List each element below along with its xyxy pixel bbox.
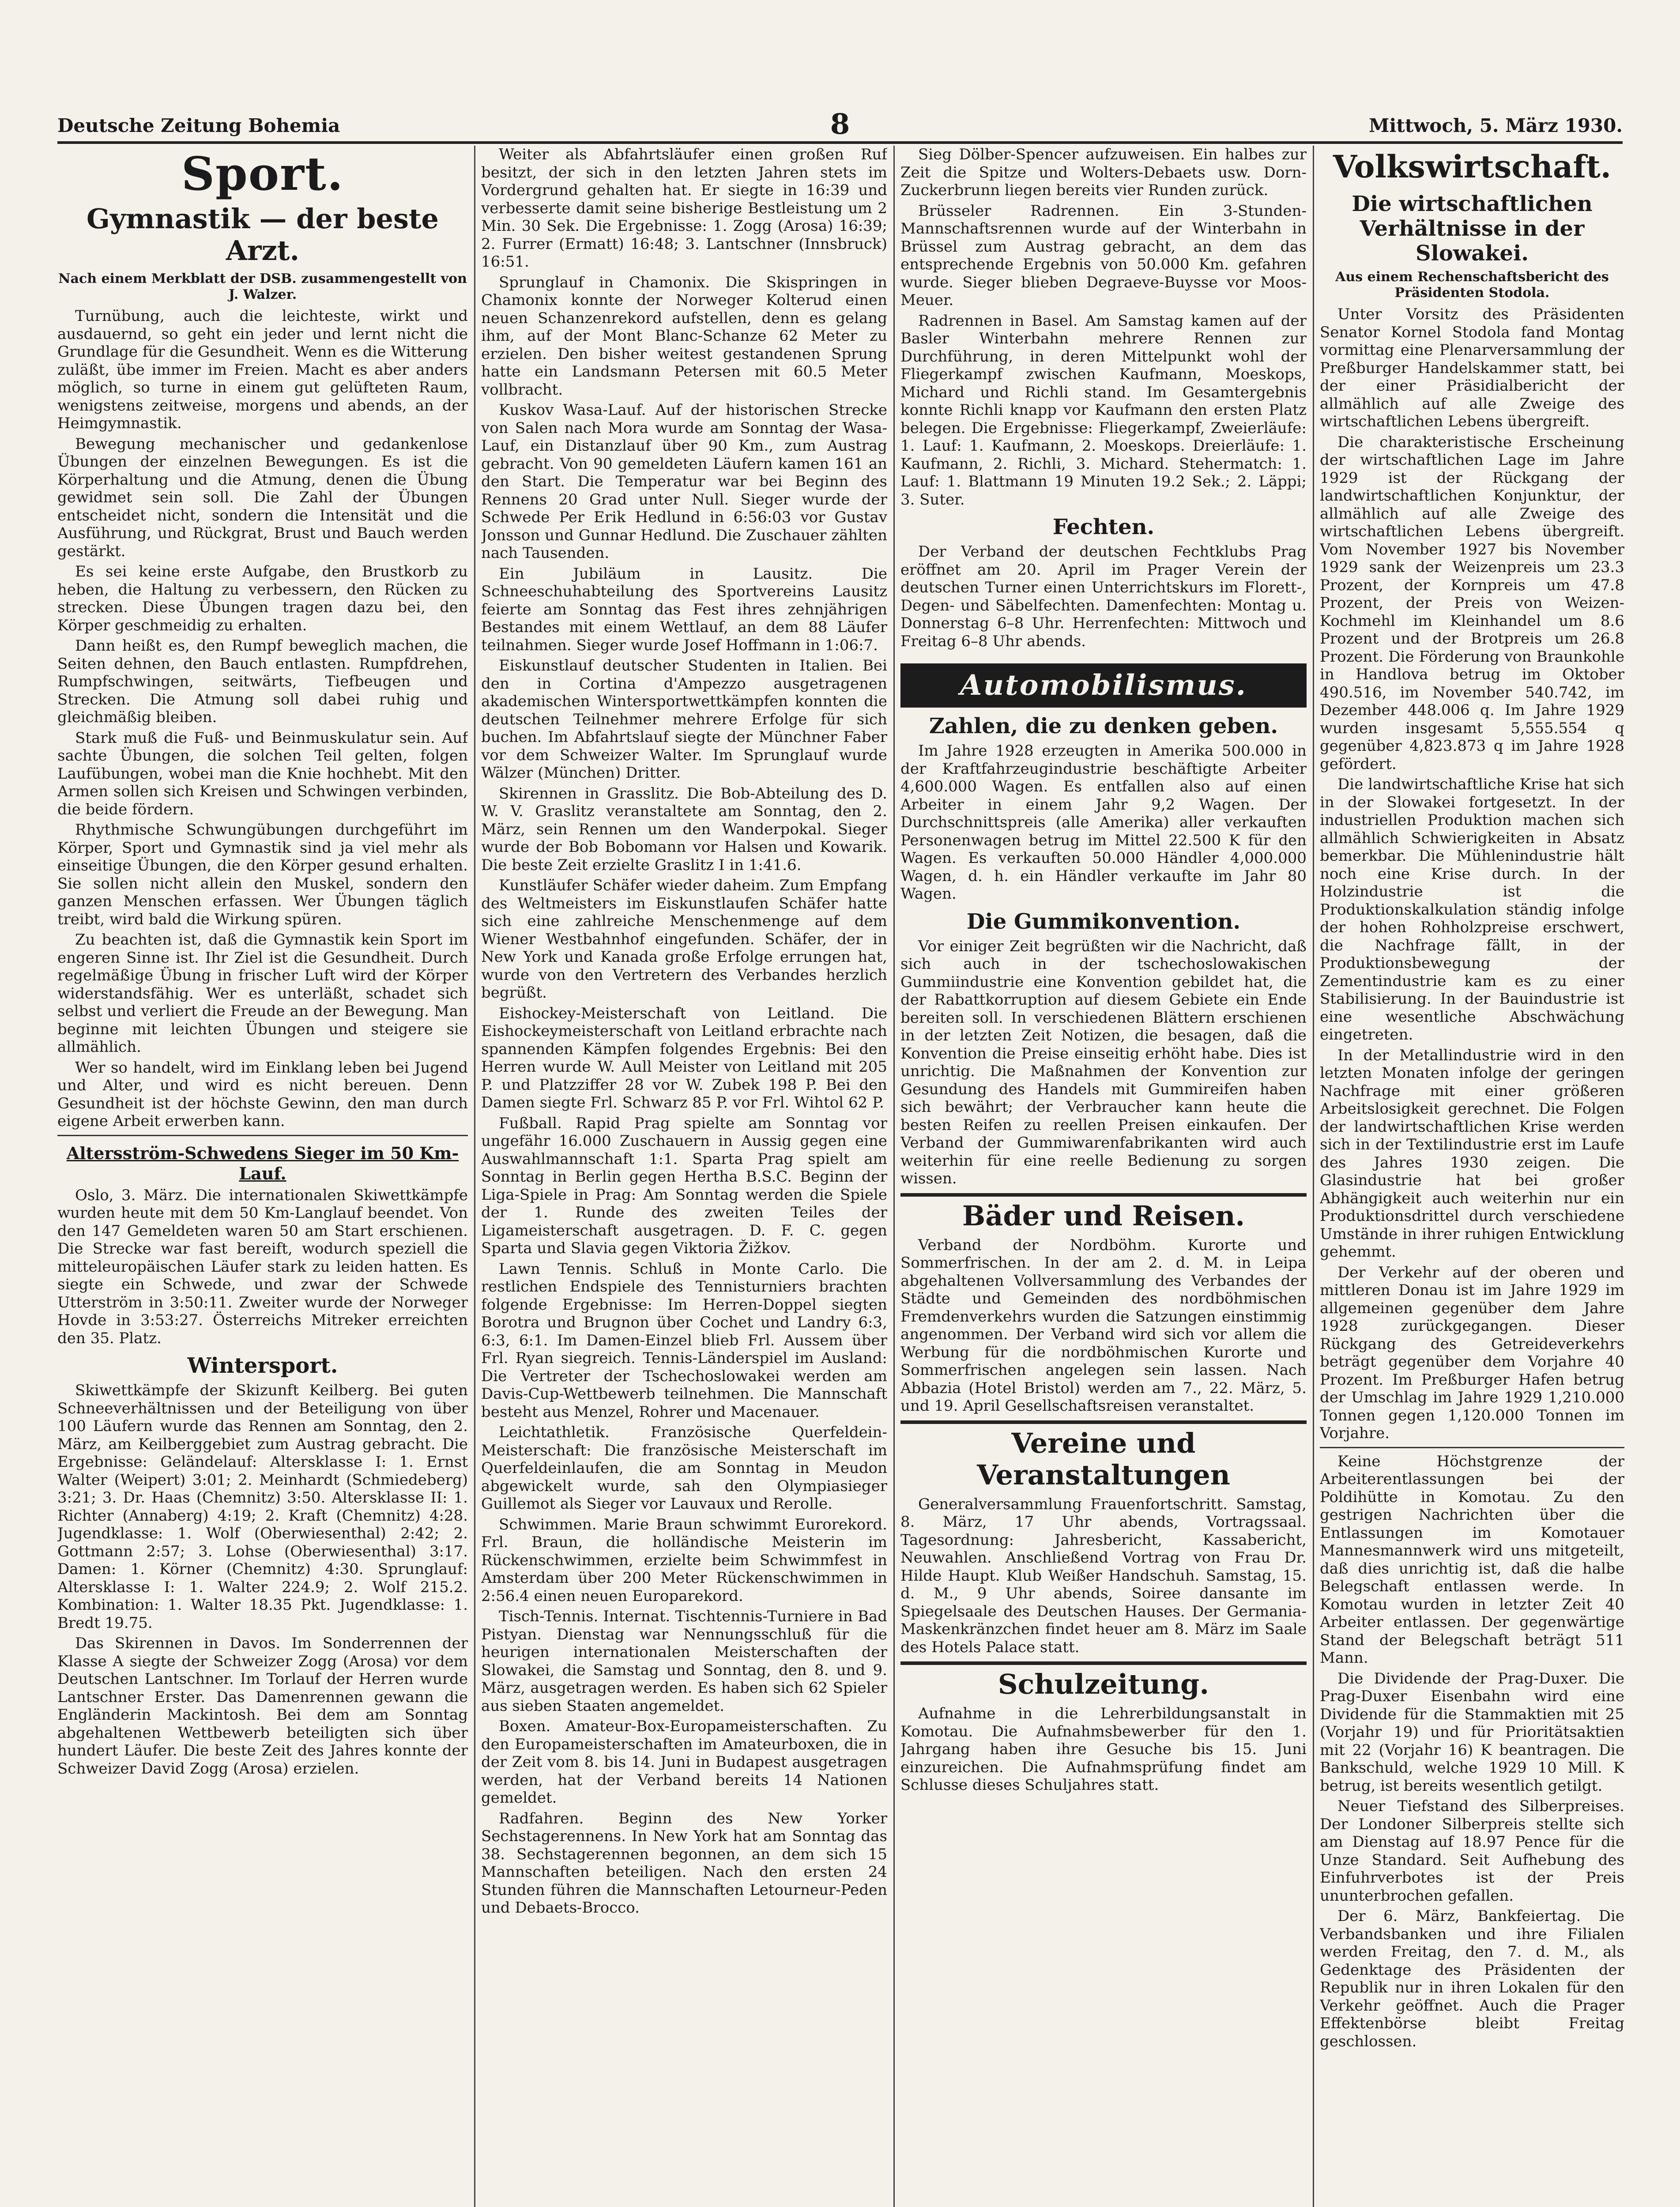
- article-title: Die wirtschaftlichen Verhältnisse in der Slowakei.: [1352, 192, 1593, 266]
- paragraph: Eiskunstlauf deutscher Studenten in Italien. Bei den in Cortina d'Ampezzo ausgetragenen akademischen Wintersportwettkämpfen konnten die deutschen Teilnehmer mehrere Erfolge für sich buchen. Im Abfahrtslauf siegte der Münchner Faber vor dem Schweizer Walter. Im Sprunglauf wurde Wälzer (München) Dritter.: [481, 657, 887, 782]
- paper-name: Deutsche Zeitung Bohemia: [57, 115, 340, 136]
- page-number: 8: [830, 108, 850, 141]
- column-rule: [474, 146, 475, 2207]
- paragraph: Neuer Tiefstand des Silberpreises. Der Londoner Silberpreis stellte sich am Dienstag auf 18.97 Pence für die Unze Standard. Seit Aufhebung des Einfuhrverbotes ist der Preis ununterbrochen gefallen.: [1320, 1797, 1624, 1905]
- article-title: Zahlen, die zu denken geben.: [929, 714, 1278, 738]
- paragraph: Radfahren. Beginn des New Yorker Sechstagerennens. In New York hat am Sonntag das 38. Sechstagerennen begonnen, an dem sich 15 Mannschaften beteiligen. Nach den ersten 24 Stunden führen die Mannschaften Letourneur-Peden und Debaets-Brocco.: [481, 1809, 887, 1917]
- paragraph: Tisch-Tennis. Internat. Tischtennis-Turniere in Bad Pistyan. Dienstag war Nennungsschluß für die heurigen internationalen Meisterschaften der Slowakei, die Samstag und Sonntag, den 8. und 9. März, ausgetragen werden. Es haben sich 62 Spieler aus sieben Staaten angemeldet.: [481, 1608, 887, 1715]
- paragraph: Oslo, 3. März. Die internationalen Skiwettkämpfe wurden heute mit dem 50 Km-Langlauf beendet. Von den 147 Gemeldeten waren 50 am Start erschienen. Die Strecke war fast bereift, wodurch speziell die mitteleuropäischen Läufer stark zu leiden hatten. Es siegte ein Schwede, und zwar der Schwede Utterström in 3:50:11. Zweiter wurde der Norweger Hovde in 3:53:27. Österreichs Mitreker erreichten den 35. Platz.: [57, 1186, 468, 1347]
- paragraph: Skiwettkämpfe der Skizunft Keilberg. Bei guten Schneeverhältnissen und der Beteiligung von über 100 Läufern wurde das Rennen am Sonntag, den 2. März, am Keilberggebiet zum Austrag gebracht. Die Ergebnisse: Geländelauf: Altersklasse I: 1. Ernst Walter (Weipert) 3:01; 2. Meinhardt (Schmiedeberg) 3:21; 3. Dr. Haas (Chemnitz) 3:50. Altersklasse II: 1. Richter (Annaberg) 4:19; 2. Kraft (Chemnitz) 4:28. Jugendklasse: 1. Wolf (Oberwiesenthal) 2:42; 2. Gottmann 2:57; 3. Lohse (Oberwiesenthal) 3:17. Damen: 1. Körner (Chemnitz) 4:30. Sprunglauf: Altersklasse I: 1. Walter 224.9; 2. Wolf 215.2. Kombination: 1. Walter 18.35 Pkt. Jugendklasse: 1. Bredt 19.75.: [57, 1382, 468, 1632]
- section-title-vereine: Vereine und Veranstaltungen: [977, 1427, 1230, 1491]
- paragraph: Unter Vorsitz des Präsidenten Senator Kornel Stodola fand Montag vormittag eine Plenarversammlung der Preßburger Handelskammer statt, bei der einer Präsidialbericht der allmählich auf alle Zweige des wirtschaftlichen Lebens übergreift.: [1320, 305, 1624, 430]
- paragraph: Im Jahre 1928 erzeugten in Amerika 500.000 in der Kraftfahrzeugindustrie beschäftigte Arbeiter 4,600.000 Wagen. Es entfallen also auf einen Arbeiter in einem Jahr 9,2 Wagen. Der Durchschnittspreis (alle Amerika) aller verkauften Personenwagen betrug im Mittel 22.500 K für den Wagen. Es verkauften 50.000 Händler 4,000.000 Wagen, d. h. ein Händler verkaufte im Jahr 80 Wagen.: [900, 742, 1307, 903]
- paragraph: Kuskov Wasa-Lauf. Auf der historischen Strecke von Salen nach Mora wurde am Sonntag der Wasa-Lauf, ein Distanzlauf über 90 Km., zum Austrag gebracht. Von 90 gemeldeten Läufern kamen 161 an den Start. Die Temperatur war bei Beginn des Rennens 20 Grad unter Null. Sieger wurde der Schwede Per Erik Hedlund in 6:56:03 vor Gustav Jonsson und Gunnar Hedlund. Die Zuschauer zählten nach Tausenden.: [481, 401, 887, 562]
- paragraph: Aufnahme in die Lehrerbildungsanstalt in Komotau. Die Aufnahmsbewerber für den 1. Jahrgang haben ihre Gesuche bis 15. Juni einzureichen. Die Aufnahmsprüfung findet am Schlusse dieses Schuljahres statt.: [900, 1705, 1307, 1794]
- paragraph: Die charakteristische Erscheinung der wirtschaftlichen Lage im Jahre 1929 ist der Rückgang der landwirtschaftlichen Konjunktur, der allmählich auf alle Zweige des wirtschaftlichen Lebens übergreift. Vom November 1927 bis November 1929 sank der Weizenpreis um 23.3 Prozent, der Kornpreis um 47.8 Prozent, der Preis von Weizen-Kochmehl im Kleinhandel um 8.6 Prozent und der Brotpreis um 26.8 Prozent. Die Förderung von Braunkohle in Handlova betrug im Oktober 490.516, im November 540.742, im Dezember 448.006 q. Im Jahre 1929 wurden insgesamt 5,555.554 q gegenüber 4,823.873 q im Jahre 1928 gefördert.: [1320, 433, 1624, 773]
- section-banner-automobilismus: Automobilismus.: [900, 663, 1307, 708]
- column-rule: [893, 146, 895, 2207]
- issue-date: Mittwoch, 5. März 1930.: [1368, 115, 1623, 136]
- paragraph: Kunstläufer Schäfer wieder daheim. Zum Empfang des Weltmeisters im Eiskunstlaufen Schäfer hatte sich eine zahlreiche Menschenmenge auf dem Wiener Westbahnhof eingefunden. Schäfer, der in New York und Kanada große Erfolge errungen hat, wurde von den Vertretern des Verbandes herzlich begrüßt.: [481, 877, 887, 1002]
- section-title-sport: Sport.: [181, 147, 344, 201]
- column-mixed: [900, 146, 1307, 2207]
- article-title: Gymnastik — der beste Arzt.: [87, 203, 439, 267]
- paragraph: Sieg Dölber-Spencer aufzuweisen. Ein halbes zur Zeit die Spitze und Wolters-Debaets usw. Dorn-Zuckerbrunn liegen bereits vier Runden zurück.: [900, 146, 1307, 199]
- paragraph: Das Skirennen in Davos. Im Sonderrennen der Klasse A siegte der Schweizer Zogg (Arosa) vor dem Deutschen Lantschner. Im Torlauf der Herren wurde Lantschner Erster. Das Damenrennen gewann die Engländerin Mackintosh. Bei dem am Sonntag abgehaltenen Wettbewerb beteiligten sich über hundert Läufer. Die beste Zeit des Jahres konnte der Schweizer David Zogg (Arosa) erzielen.: [57, 1635, 468, 1778]
- paragraph: Dann heißt es, den Rumpf beweglich machen, die Seiten dehnen, den Bauch entlasten. Rumpfdrehen, Rumpfschwingen, seitwärts, Tiefbeugen und Strecken. Die Atmung soll dabei ruhig und gleichmäßig bleiben.: [57, 637, 468, 726]
- paragraph: Der 6. März, Bankfeiertag. Die Verbandsbanken und ihre Filialen werden Freitag, den 7. d. M., als Gedenktage des Präsidenten der Republik nur in ihren Lokalen für den Verkehr geöffnet. Auch die Prager Effektenbörse bleibt Freitag geschlossen.: [1320, 1907, 1624, 2050]
- divider: [57, 1135, 468, 1136]
- column-rule: [1313, 146, 1314, 2207]
- paragraph: Ein Jubiläum in Lausitz. Die Schneeschuhabteilung des Sportvereins Lausitz feierte am Sonntag das Fest ihres zehnjährigen Bestandes mit einem Wettlauf, an dem 88 Läufer teilnahmen. Sieger wurde Josef Hoffmann in 1:06:7.: [481, 565, 887, 654]
- divider: [900, 1661, 1307, 1665]
- paragraph: Weiter als Abfahrtsläufer einen großen Ruf besitzt, der sich in den letzten Jahren stets im Vordergrund gehalten hat. Er siegte in 16:39 und verbesserte damit seine bisherige Bestleistung um 2 Min. 30 Sek. Die Ergebnisse: 1. Zogg (Arosa) 16:39; 2. Furrer (Ermatt) 16:48; 3. Lantschner (Innsbruck) 16:51.: [481, 146, 887, 271]
- paragraph: Bewegung mechanischer und gedankenlose Übungen der einzelnen Bewegungen. Es ist die Körperhaltung und die Atmung, denen die Übung gewidmet sein soll. Die Zahl der Übungen entscheidet nicht, sondern die Intensität und die Ausführung, und Rückgrat, Brust und Bauch werden gestärkt.: [57, 435, 468, 560]
- article-title: Fechten.: [1052, 515, 1155, 539]
- paragraph: Die Dividende der Prag-Duxer. Die Prag-Duxer Eisenbahn wird eine Dividende für die Stammaktien mit 25 (Vorjahr 19) und für Prioritätsaktien mit 22 (Vorjahr 16) K beantragen. Die Bankschuld, welche 1929 10 Mill. K betrug, ist bereits wesentlich getilgt.: [1320, 1669, 1624, 1795]
- paragraph: Sprunglauf in Chamonix. Die Skispringen in Chamonix konnte der Norweger Kolterud einen neuen Schanzenrekord aufstellen, denn es gelang ihm, auf der Mont Blanc-Schanze 62 Meter zu erzielen. Den bisher weitest gestandenen Sprung hatte ein Landsmann Petersen mit 60.5 Meter vollbracht.: [481, 273, 887, 399]
- paragraph: Schwimmen. Marie Braun schwimmt Eurorekord. Frl. Braun, die holländische Meisterin im Rückenschwimmen, erzielte beim Schwimmfest in Amsterdam über 200 Meter Rückenschwimmen in 2:56.4 einen neuen Europarekord.: [481, 1515, 887, 1605]
- paragraph: Der Verband der deutschen Fechtklubs Prag eröffnet am 20. April im Prager Verein der deutschen Turner einen Unterrichtskurs im Florett-, Degen- und Säbelfechten. Damenfechten: Montag u. Donnerstag 6–8 Uhr. Herrenfechten: Mittwoch und Freitag 6–8 Uhr abends.: [900, 543, 1307, 650]
- paragraph: Der Verkehr auf der oberen und mittleren Donau ist im Jahre 1929 im allgemeinen gegenüber dem Jahre 1928 zurückgegangen. Dieser Rückgang des Getreideverkehrs beträgt gegenüber dem Vorjahre 40 Prozent. Im Preßburger Hafen betrug der Umschlag im Jahre 1929 1,210.000 Tonnen gegen 1,120.000 Tonnen im Vorjahre.: [1320, 1263, 1624, 1442]
- divider: [1320, 1447, 1624, 1448]
- section-title-schulzeitung: Schulzeitung.: [998, 1668, 1209, 1700]
- paragraph: Es sei keine erste Aufgabe, den Brustkorb zu heben, die Haltung zu verbessern, den Rücken zu strecken. Diese Übungen tragen dazu bei, den Körper geschmeidig zu erhalten.: [57, 563, 468, 634]
- paragraph: Vor einiger Zeit begrüßten wir die Nachricht, daß sich auch in der tschechoslowakischen Gummiindustrie eine Konvention gebildet hat, die der Rabattkorruption auf diesem Gebiete ein Ende bereiten soll. In verschiedenen Blättern erschienen in der letzten Zeit Notizen, die besagen, daß die Konvention die Preise einseitig erhöht habe. Dies ist unrichtig. Die Maßnahmen der Konvention zur Gesundung des Handels mit Gummireifen haben sich bewährt; der Verbraucher kann heute die besten Reifen zu reellen Preisen einkaufen. Der Verband der Gummiwarenfabrikanten wird auch weiterhin für eine reelle Bedienung zu sorgen wissen.: [900, 937, 1307, 1187]
- column-sport: [57, 146, 468, 2207]
- article-byline: Aus einem Rechenschaftsbericht des Präsidenten Stodola.: [1335, 269, 1609, 301]
- article-title: Die Gummikonvention.: [966, 909, 1241, 934]
- section-title-volkswirtschaft: Volkswirtschaft.: [1333, 148, 1612, 185]
- paragraph: Turnübung, auch die leichteste, wirkt und ausdauernd, so geht ein jeder und lernt nicht die Grundlage für die Gesundheit. Wenn es die Witterung zuläßt, übe immer im Freien. Macht es aber anders möglich, so turne in einem gut gelüfteten Raum, wenigstens zeitweise, morgens und abends, an der Heimgymnastik.: [57, 307, 468, 432]
- column-volkswirtschaft: [1320, 146, 1624, 2207]
- paragraph: Keine Höchstgrenze der Arbeiterentlassungen bei der Poldihütte in Komotau. Zu den gestrigen Nachrichten über die Entlassungen im Komotauer Mannesmannwerk wird uns mitgeteilt, daß dies unrichtig ist, daß die halbe Belegschaft entlassen werde. In Komotau wurden in letzter Zeit 40 Arbeiter entlassen. Der gegenwärtige Stand der Belegschaft beträgt 511 Mann.: [1320, 1452, 1624, 1667]
- divider: [900, 1420, 1307, 1424]
- paragraph: Verband der Nordböhm. Kurorte und Sommerfrischen. In der am 2. d. M. in Leipa abgehaltenen Vollversammlung des Verbandes der Städte und Gemeinden des nordböhmischen Fremdenverkehrs wurden die Satzungen einstimmig angenommen. Der Verband wird sich vor allem die Werbung für die nordböhmischen Kurorte und Sommerfrischen angelegen sein lassen. Nach Abbazia (Hotel Bristol) werden am 7., 22. März, 5. und 19. April Gesellschaftsreisen veranstaltet.: [900, 1236, 1307, 1415]
- paragraph: Rhythmische Schwungübungen durchgeführt im Körper, Sport und Gymnastik sind ja viel mehr als einseitige Übungen, die den Körper gesund erhalten. Sie sollen nicht allein den Muskel, sondern den ganzen Menschen erfassen. Wer Übungen täglich treibt, wird bald die Wirkung spüren.: [57, 821, 468, 928]
- article-byline: Nach einem Merkblatt der DSB. zusammengestellt von J. Walzer.: [58, 271, 467, 302]
- section-title-baeder: Bäder und Reisen.: [962, 1199, 1245, 1232]
- paragraph: Lawn Tennis. Schluß in Monte Carlo. Die restlichen Endspiele des Tennisturniers brachten folgende Ergebnisse: Im Herren-Doppel siegten Borotra und Brugnon über Cochet und Landry 6:3, 6:3, 6:1. Im Damen-Einzel blieb Frl. Aussem über Frl. Ryan siegreich. Tennis-Länderspiel im Ausland: Die Vertreter der Tschechoslowakei werden am Davis-Cup-Wettbewerb teilnehmen. Die Mannschaft besteht aus Menzel, Rohrer und Macenauer.: [481, 1260, 887, 1421]
- paragraph: Eishockey-Meisterschaft von Leitland. Die Eishockeymeisterschaft von Leitland erbrachte nach spannenden Kämpfen folgendes Ergebnis: Bei den Herren wurde W. Aull Meister von Leitland mit 205 P. und Platzziffer 28 vor W. Zubek 198 P. Bei den Damen siegte Frl. Schwarz 85 P. vor Frl. Wihtol 62 P.: [481, 1004, 887, 1111]
- divider: [900, 1193, 1307, 1197]
- paragraph: Brüsseler Radrennen. Ein 3-Stunden-Mannschaftsrennen wurde auf der Winterbahn in Brüssel zum Austrag gebracht, an dem das entsprechende Ergebnis von 50.000 Km. gefahren wurde. Sieger blieben Degraeve-Buysse vor Moos-Meuer.: [900, 202, 1307, 309]
- paragraph: Die landwirtschaftliche Krise hat sich in der Slowakei fortgesetzt. In der industriellen Produktion machen sich allmählich Schwierigkeiten in Absatz bemerkbar. Die Mühlenindustrie hält noch eine Krise durch. In der Holzindustrie ist die Produktionskalkulation ständig infolge der hohen Rohholzpreise erschwert, die Nachfrage fällt, in der Produktionsbewegung der Zementindustrie kam es zu einer Stabilisierung. In der Bauindustrie ist eine wesentliche Abschwächung eingetreten.: [1320, 776, 1624, 1043]
- paragraph: In der Metallindustrie wird in den letzten Monaten infolge der geringen Nachfrage mit einer größeren Arbeitslosigkeit gerechnet. Die Folgen der landwirtschaftlichen Krise werden sich in der Textilindustrie erst im Laufe des Jahres 1930 zeigen. Die Glasindustrie hat bei großer Abhängigkeit auch weiterhin nur ein Produktionsdrittel durch verschiedene Umstände in ihrer ruhigen Entwicklung gehemmt.: [1320, 1046, 1624, 1261]
- article-title: Wintersport.: [187, 1353, 338, 1378]
- paragraph: Skirennen in Grasslitz. Die Bob-Abteilung des D. W. V. Graslitz veranstaltete am Sonntag, den 2. März, sein Rennen um den Wanderpokal. Sieger wurde der Bob Bobomann vor Halsen und Kowarik. Die beste Zeit erzielte Graslitz I in 1:41.6.: [481, 784, 887, 874]
- running-header: [57, 110, 1623, 144]
- paragraph: Radrennen in Basel. Am Samstag kamen auf der Basler Winterbahn mehrere Rennen zur Durchführung, in deren Mittelpunkt wohl der Fliegerkampf zwischen Kaufmann, Moeskops, Michard und Richli stand. Im Gesamtergebnis konnte Richli knapp vor Kaufmann den ersten Platz belegen. Die Ergebnisse: Fliegerkampf, Zweierläufe: 1. Lauf: 1. Kaufmann, 2. Moeskops. Dreierläufe: 1. Kaufmann, 2. Richli, 3. Michard. Stehermatch: 1. Lauf: 1. Blattmann 19 Minuten 19.2 Sek.; 2. Läppi; 3. Suter.: [900, 312, 1307, 508]
- column-sport-continued: [481, 146, 887, 2207]
- paragraph: Stark muß die Fuß- und Beinmuskulatur sein. Auf sachte Übungen, die solchen Teil gelten, folgen Laufübungen, wobei man die Knie hochhebt. Mit den Armen sollen sich Kreisen und Schwingen verbinden, die beide fördern.: [57, 729, 468, 818]
- paragraph: Leichtathletik. Französische Querfeldein-Meisterschaft: Die französische Meisterschaft im Querfeldeinlaufen, die am Sonntag in Meudon abgewickelt wurde, sah den Olympiasieger Guillemot als Sieger vor Lauvaux und Rerolle.: [481, 1424, 887, 1513]
- paragraph: Fußball. Rapid Prag spielte am Sonntag vor ungefähr 16.000 Zuschauern in Aussig gegen eine Auswahlmannschaft 1:1. Sparta Prag spielt am Sonntag in Berlin gegen Hertha B.S.C. Beginn der Liga-Spiele in Prag: Am Sonntag werden die Spiele der 1. Runde des zweiten Teiles der Ligameisterschaft ausgetragen. D. F. C. gegen Sparta und Slavia gegen Viktoria Žižkov.: [481, 1114, 887, 1257]
- paragraph: Zu beachten ist, daß die Gymnastik kein Sport im engeren Sinne ist. Ihr Ziel ist die Gesundheit. Durch regelmäßige Übung in frischer Luft wird der Körper widerstandsfähig. Wer es unterläßt, schadet sich selbst und verliert die Freude an der Bewegung. Man beginne mit leichten Übungen und steigere sie allmählich.: [57, 931, 468, 1056]
- paragraph: Generalversammlung Frauenfortschritt. Samstag, 8. März, 17 Uhr abends, Vortragssaal. Tagesordnung: Jahresbericht, Kassabericht, Neuwahlen. Anschließend Vortrag von Frau Dr. Hilde Haupt. Klub Weißer Handschuh. Samstag, 15. d. M., 9 Uhr abends, Soiree dansante im Spiegelsaale des Deutschen Hauses. Der Germania-Maskenkränzchen findet heuer am 8. März im Saale des Hotels Palace statt.: [900, 1495, 1307, 1656]
- paragraph: Boxen. Amateur-Box-Europameisterschaften. Zu den Europameisterschaften im Amateurboxen, die in der Zeit vom 8. bis 14. Juni in Budapest ausgetragen werden, hat der Verband bereits 14 Nationen gemeldet.: [481, 1717, 887, 1807]
- paragraph: Wer so handelt, wird im Einklang leben bei Jugend und Alter, und wird es nicht bereuen. Denn Gesundheit ist der höchste Gewinn, den man durch eigene Arbeit erwerben kann.: [57, 1058, 468, 1130]
- article-title: Altersström-Schwedens Sieger im 50 Km-Lauf.: [66, 1143, 459, 1183]
